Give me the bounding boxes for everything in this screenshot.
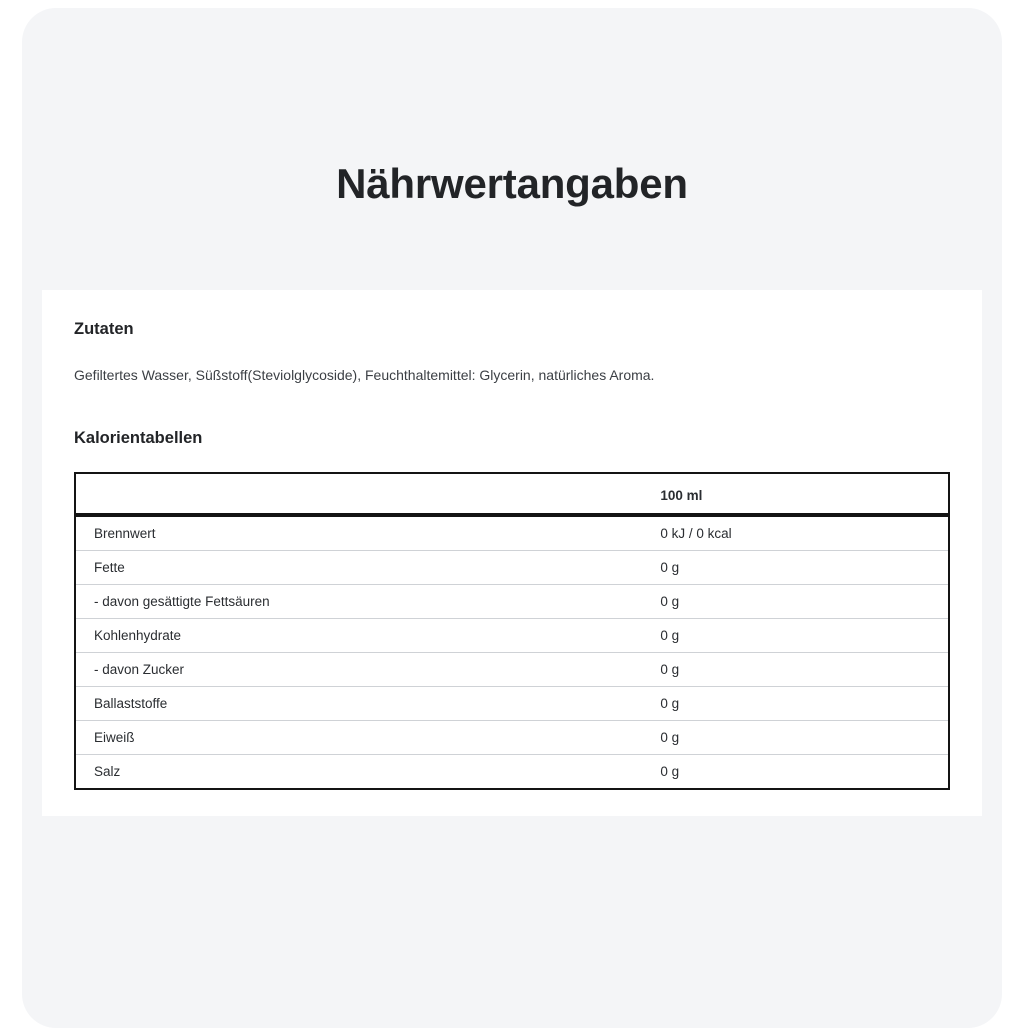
product-info-card <box>22 8 1002 1028</box>
column-header-serving: 100 ml <box>652 474 948 515</box>
table-row <box>76 515 948 551</box>
table-row <box>76 755 948 789</box>
table-row <box>76 585 948 619</box>
row-value: 0 g <box>652 653 948 687</box>
nutrition-heading: Kalorientabellen <box>74 429 203 448</box>
table-row <box>76 653 948 687</box>
row-value: 0 kJ / 0 kcal <box>652 515 948 551</box>
row-value: 0 g <box>652 687 948 721</box>
nutrition-table-body <box>76 515 948 788</box>
nutrition-table-wrapper <box>74 472 950 790</box>
row-label: Kohlenhydrate <box>76 619 652 653</box>
table-row <box>76 619 948 653</box>
ingredients-text: Gefiltertes Wasser, Süßstoff(Steviolglycoside), Feuchthaltemittel: Glycerin, natürliches Aroma. <box>74 367 655 383</box>
row-label: - davon Zucker <box>76 653 652 687</box>
table-row <box>76 551 948 585</box>
column-header-nutrient <box>76 474 652 515</box>
table-row <box>76 721 948 755</box>
row-label: Eiweiß <box>76 721 652 755</box>
row-value: 0 g <box>652 585 948 619</box>
row-label: Ballaststoffe <box>76 687 652 721</box>
row-label: - davon gesättigte Fettsäuren <box>76 585 652 619</box>
nutrition-panel <box>42 290 982 816</box>
table-row <box>76 687 948 721</box>
nutrition-table <box>76 474 948 788</box>
row-label: Brennwert <box>76 515 652 551</box>
row-value: 0 g <box>652 721 948 755</box>
page-title: Nährwertangaben <box>336 160 688 207</box>
row-value: 0 g <box>660 764 680 780</box>
nutrition-table-head <box>76 474 948 515</box>
table-header-row <box>76 474 948 515</box>
row-label: Salz <box>94 764 121 780</box>
ingredients-heading: Zutaten <box>74 320 134 338</box>
row-value: 0 g <box>652 551 948 585</box>
row-label: Fette <box>76 551 652 585</box>
row-value: 0 g <box>652 619 948 653</box>
